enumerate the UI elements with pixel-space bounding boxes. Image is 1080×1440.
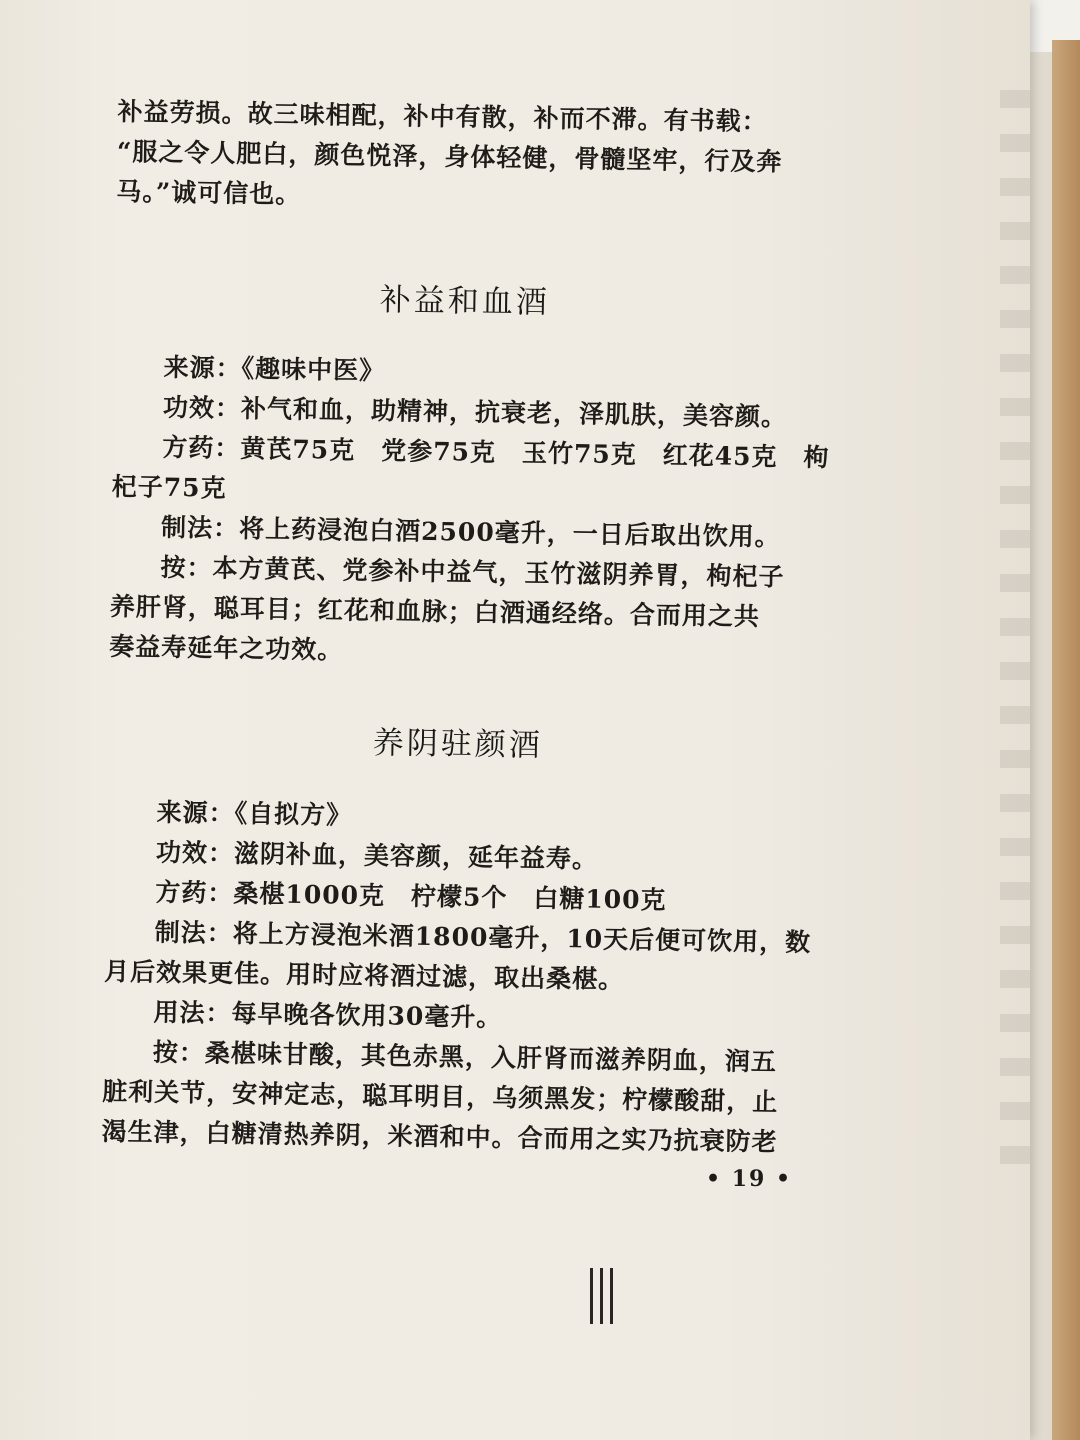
intro-line-3: 马。”诚可信也。	[116, 176, 302, 209]
note-label: 按：	[152, 1037, 206, 1068]
method-label: 制法：	[154, 917, 234, 948]
method-line-continued: 月后效果更佳。用时应将酒过滤，取出桑椹。	[103, 956, 625, 995]
effect-value: 补气和血，助精神，抗衰老，泽肌肤，美容颜。	[240, 393, 788, 432]
formula-value: 黄芪75克 党参75克 玉竹75克 红花45克 枸	[240, 433, 830, 473]
source-label: 来源：	[156, 797, 235, 828]
note-line-2: 脏利关节，安神定志，聪耳明目，乌须黑发；柠檬酸甜，止	[102, 1076, 779, 1117]
formula-label: 方药：	[162, 432, 241, 463]
method-value: 将上方浸泡米酒1800毫升，10天后便可饮用，数	[232, 918, 812, 957]
effect-value: 滋阴补血，美容颜，延年益寿。	[233, 838, 599, 874]
method-value: 将上药浸泡白酒2500毫升，一日后取出饮用。	[238, 513, 781, 552]
recipe-title: 补益和血酒	[379, 282, 551, 321]
intro-line-2: “服之令人肥白，颜色悦泽，身体轻健，骨髓坚牢，行及奔	[116, 136, 783, 177]
method-label: 制法：	[160, 512, 240, 543]
note-line-3: 渴生津，白糖清热养阴，米酒和中。合而用之实乃抗衰防老	[101, 1116, 778, 1157]
usage-value: 每早晚各饮用30毫升。	[231, 998, 503, 1033]
recipe-title: 养阴驻颜酒	[372, 725, 544, 764]
binding-mark-icon	[590, 1268, 620, 1324]
effect-label: 功效：	[162, 392, 242, 423]
note-text: 桑椹味甘酸，其色赤黑，入肝肾而滋养阴血，润五	[204, 1038, 778, 1077]
bleed-through-text	[1000, 90, 1030, 1190]
note-line-2: 养肝肾，聪耳目；红花和血脉；白酒通经络。合而用之共	[109, 591, 761, 632]
source-value: 《趣味中医》	[241, 353, 386, 386]
formula-line-continued: 杞子75克	[111, 471, 227, 503]
intro-line-1: 补益劳损。故三味相配，补中有散，补而不滞。有书载：	[117, 96, 768, 137]
formula-label: 方药：	[155, 877, 234, 908]
page-number: • 19 •	[706, 1166, 793, 1192]
page-content	[101, 92, 848, 1163]
source-value: 《自拟方》	[234, 798, 353, 830]
note-label: 按：	[160, 552, 213, 583]
formula-value: 桑椹1000克 柠檬5个 白糖100克	[233, 878, 667, 915]
table-surface	[1052, 40, 1080, 1440]
source-label: 来源：	[163, 352, 242, 383]
note-line-3: 奏益寿延年之功效。	[109, 631, 344, 665]
note-text: 本方黄芪、党参补中益气，玉竹滋阴养胃，枸杞子	[212, 553, 785, 592]
effect-label: 功效：	[155, 837, 235, 868]
usage-label: 用法：	[153, 997, 232, 1028]
